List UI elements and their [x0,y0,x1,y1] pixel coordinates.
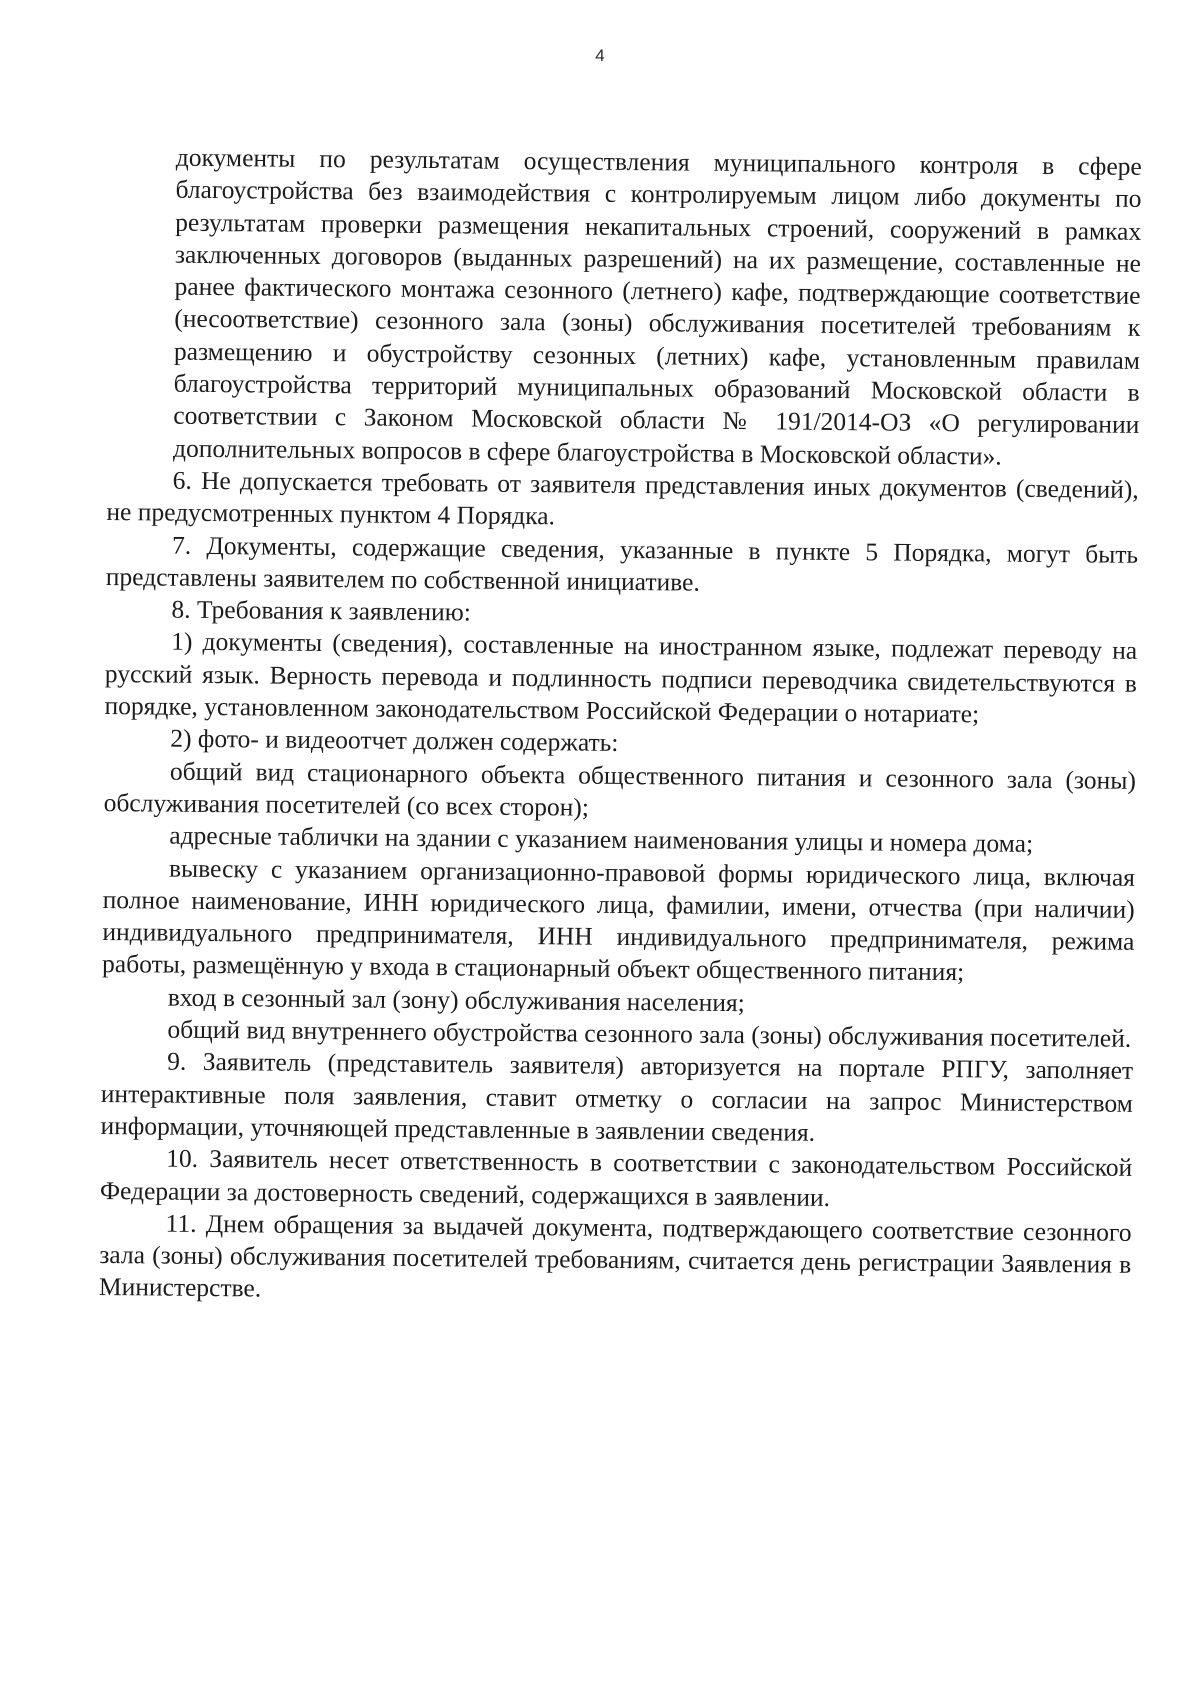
paragraph-item-10: 10. Заявитель несет ответственность в соответствии с законодательством Российской Федерации за достоверность сведений, содержащихся в заявлении. [99,1143,1133,1212]
paragraph-photo-entrance: вход в сезонный зал (зону) обслуживания населения; [167,982,745,1017]
paragraph-subitem-1: 1) документы (сведения), составленные на иностранном языке, подлежат переводу на русский язык. Верность перевода и подлинность подписи переводчика свидетельствуются в порядке, установленном законодательством Российской Федерации о нотариате; [104,627,1138,729]
document-body [99,141,1142,1314]
paragraph-item-8: 8. Требования к заявлению: [171,594,472,627]
paragraph-item-9: 9. Заявитель (представитель заявителя) авторизуется на портале РПГУ, заполняет интерактивные поля заявления, ставит отметку о согласии на запрос Министерством информации, уточняющей представленные в заявлении сведения. [100,1046,1134,1147]
paragraph-subitem-2: 2) фото- и видеоотчет должен содержать: [170,723,619,758]
paragraph-continuation: документы по результатам осуществления муниципального контроля в сфере благоустройства без взаимодействия с контролируемым лицом либо документы по результатам проверки размещения некапитальных строений, сооружений в рамках заключенных договоров (выданных разрешений) на их размещение, составленные не ранее фактического монтажа сезонного (летнего) кафе, подтверждающие соответствие (несоответствие) сезонного зала (зоны) обслуживания посетителей требованиям к размещению и обустройству сезонных (летних) кафе, установленным правилам благоустройства территорий муниципальных образований Московской области в соответствии с Законом Московской области № 191/2014-ОЗ «О регулировании дополнительных вопросов в сфере благоустройства в Московской области». [172,142,1142,471]
paragraph-item-11: 11. Днем обращения за выдачей документа, подтверждающего соответствие сезонного зала (зоны) обслуживания посетителей требованиям, считается день регистрации Заявления в Министерстве. [98,1208,1132,1303]
paragraph-item-7: 7. Документы, содержащие сведения, указанные в пункте 5 Порядка, могут быть представлены заявителем по собственной инициативе. [105,530,1139,597]
paragraph-item-6: 6. Не допускается требовать от заявителя представления иных документов (сведений), не предусмотренных пунктом 4 Порядка. [106,465,1139,531]
page-number: 4 [595,46,605,65]
paragraph-photo-general-view: общий вид стационарного объекта общественного питания и сезонного зала (зоны) обслуживания посетителей (со всех сторон); [103,756,1137,822]
paragraph-photo-signboard: вывеску с указанием организационно-правовой формы юридического лица, включая полное наименование, ИНН юридического лица, фамилии, имени, отчества (при наличии) индивидуального предпринимателя, ИНН индивидуального предпринимателя, режима работы, размещённую у входа в стационарный объект общественного питания; [101,853,1136,987]
paragraph-photo-interior: общий вид внутреннего обустройства сезонного зала (зоны) обслуживания посетителей. [167,1014,1132,1053]
paragraph-photo-address-plates: адресные таблички на здании с указанием наименования улицы и номера дома; [169,820,1034,859]
